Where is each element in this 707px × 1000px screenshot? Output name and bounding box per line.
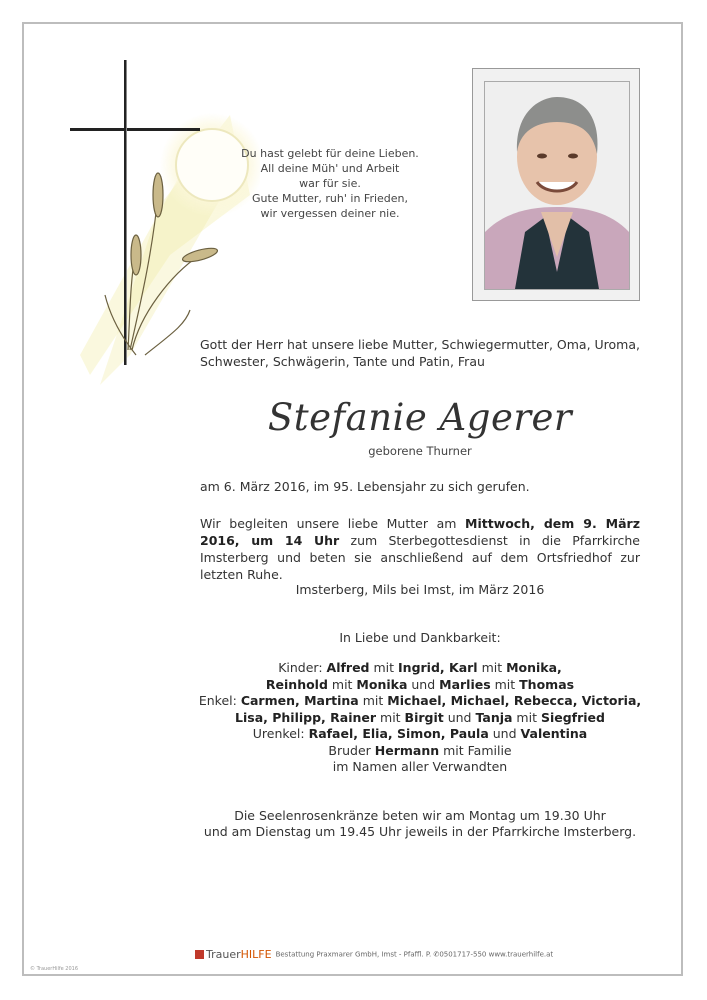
death-notice: am 6. März 2016, im 95. Lebensjahr zu sich gerufen. xyxy=(200,479,530,494)
copyright: © TrauerHilfe 2016 xyxy=(30,966,79,972)
logo-text-a: Trauer xyxy=(206,948,241,961)
family-name: Rafael, Elia, Simon, Paula xyxy=(308,726,489,741)
family-name: Marlies xyxy=(439,676,491,692)
rosary-line-1: Die Seelenrosenkränze beten wir am Montag um 19.30 Uhr xyxy=(234,808,606,823)
family-line-children xyxy=(160,660,680,677)
portrait-illustration xyxy=(485,82,629,289)
family-line-grandchildren xyxy=(160,693,680,710)
funeral-notice xyxy=(200,515,640,583)
family-name: Michael, Michael, Rebecca, Victoria, xyxy=(387,693,642,708)
portrait-frame xyxy=(472,68,640,301)
family-text: mit xyxy=(327,676,357,692)
footer-logo xyxy=(206,948,272,961)
footer xyxy=(195,948,553,961)
family-line-brother xyxy=(160,743,680,760)
family-name: Valentina xyxy=(520,726,588,741)
logo-text-b: HILFE xyxy=(240,948,272,961)
intro-text: Gott der Herr hat unsere liebe Mutter, Schwiegermutter, Oma, Uroma, Schwester, Schwägerin, Tante und Patin, Frau xyxy=(200,337,640,369)
family-text: und xyxy=(443,709,476,725)
place-date: Imsterberg, Mils bei Imst, im März 2016 xyxy=(295,582,545,597)
family-name: Thomas xyxy=(519,676,575,692)
family-label: Urenkel: xyxy=(252,726,309,741)
family-text: mit xyxy=(477,660,507,675)
family-name: Lisa, Philipp, Rainer xyxy=(235,709,377,725)
family-text: mit xyxy=(369,660,399,675)
family-text: mit Familie xyxy=(439,742,512,758)
poem xyxy=(230,146,430,221)
family-text: mit xyxy=(358,693,388,708)
family-line-great-grandchildren xyxy=(160,726,680,743)
poem-line: war für sie. xyxy=(299,177,361,190)
family-name: Siegfried xyxy=(540,709,605,725)
closing-line: In Liebe und Dankbarkeit: xyxy=(339,630,501,645)
poem-line: wir vergessen deiner nie. xyxy=(260,207,400,220)
family-text: mit xyxy=(490,676,520,692)
family-text: mit xyxy=(512,709,541,725)
family-name: Reinhold xyxy=(265,676,328,692)
rosary-line-2: und am Dienstag um 19.45 Uhr jeweils in der Pfarrkirche Imsterberg. xyxy=(203,824,637,839)
family-label: Kinder: xyxy=(278,660,327,675)
family-line-children-2 xyxy=(160,677,680,694)
family-label: Enkel: xyxy=(198,693,241,708)
family-line-grandchildren-2 xyxy=(160,710,680,727)
poem-line: Gute Mutter, ruh' in Frieden, xyxy=(251,192,409,205)
deceased-name: Stefanie Agerer xyxy=(267,396,573,439)
funeral-text-2: zum Sterbegottesdienst in die Pfarrkirche Imsterberg und beten sie anschließend auf dem Ortsfriedhof zur letzten Ruhe. xyxy=(200,533,640,582)
family-text: und xyxy=(407,676,440,692)
poem-line: Du hast gelebt für deine Lieben. xyxy=(241,147,419,160)
rosary-notice xyxy=(160,808,680,840)
family-name: Hermann xyxy=(374,742,440,758)
family-name: Tanja xyxy=(475,709,513,725)
family-text: und xyxy=(488,726,521,741)
family-label: Bruder xyxy=(328,742,375,758)
family-name: Monika, xyxy=(506,660,562,675)
trauerhilfe-logo-icon xyxy=(195,950,204,959)
portrait-photo xyxy=(484,81,630,290)
family-line-relatives: im Namen aller Verwandten xyxy=(332,759,508,774)
poem-line: All deine Müh' und Arbeit xyxy=(260,162,400,175)
footer-text: Bestattung Praxmarer GmbH, Imst - Pfaffl. P. ✆0501717-550 www.trauerhilfe.at xyxy=(275,950,554,959)
family-list xyxy=(160,660,680,776)
funeral-date: Mittwoch, dem 9. März 2016, um 14 Uhr xyxy=(200,516,640,548)
family-name: Alfred xyxy=(326,660,370,675)
family-name: Birgit xyxy=(404,709,444,725)
funeral-text-1: Wir begleiten unsere liebe Mutter am xyxy=(200,516,465,531)
family-name: Ingrid, Karl xyxy=(398,660,478,675)
family-text: mit xyxy=(376,709,405,725)
family-name: Monika xyxy=(356,676,408,692)
family-name: Carmen, Martina xyxy=(240,693,359,708)
birth-name: geborene Thurner xyxy=(368,444,472,458)
